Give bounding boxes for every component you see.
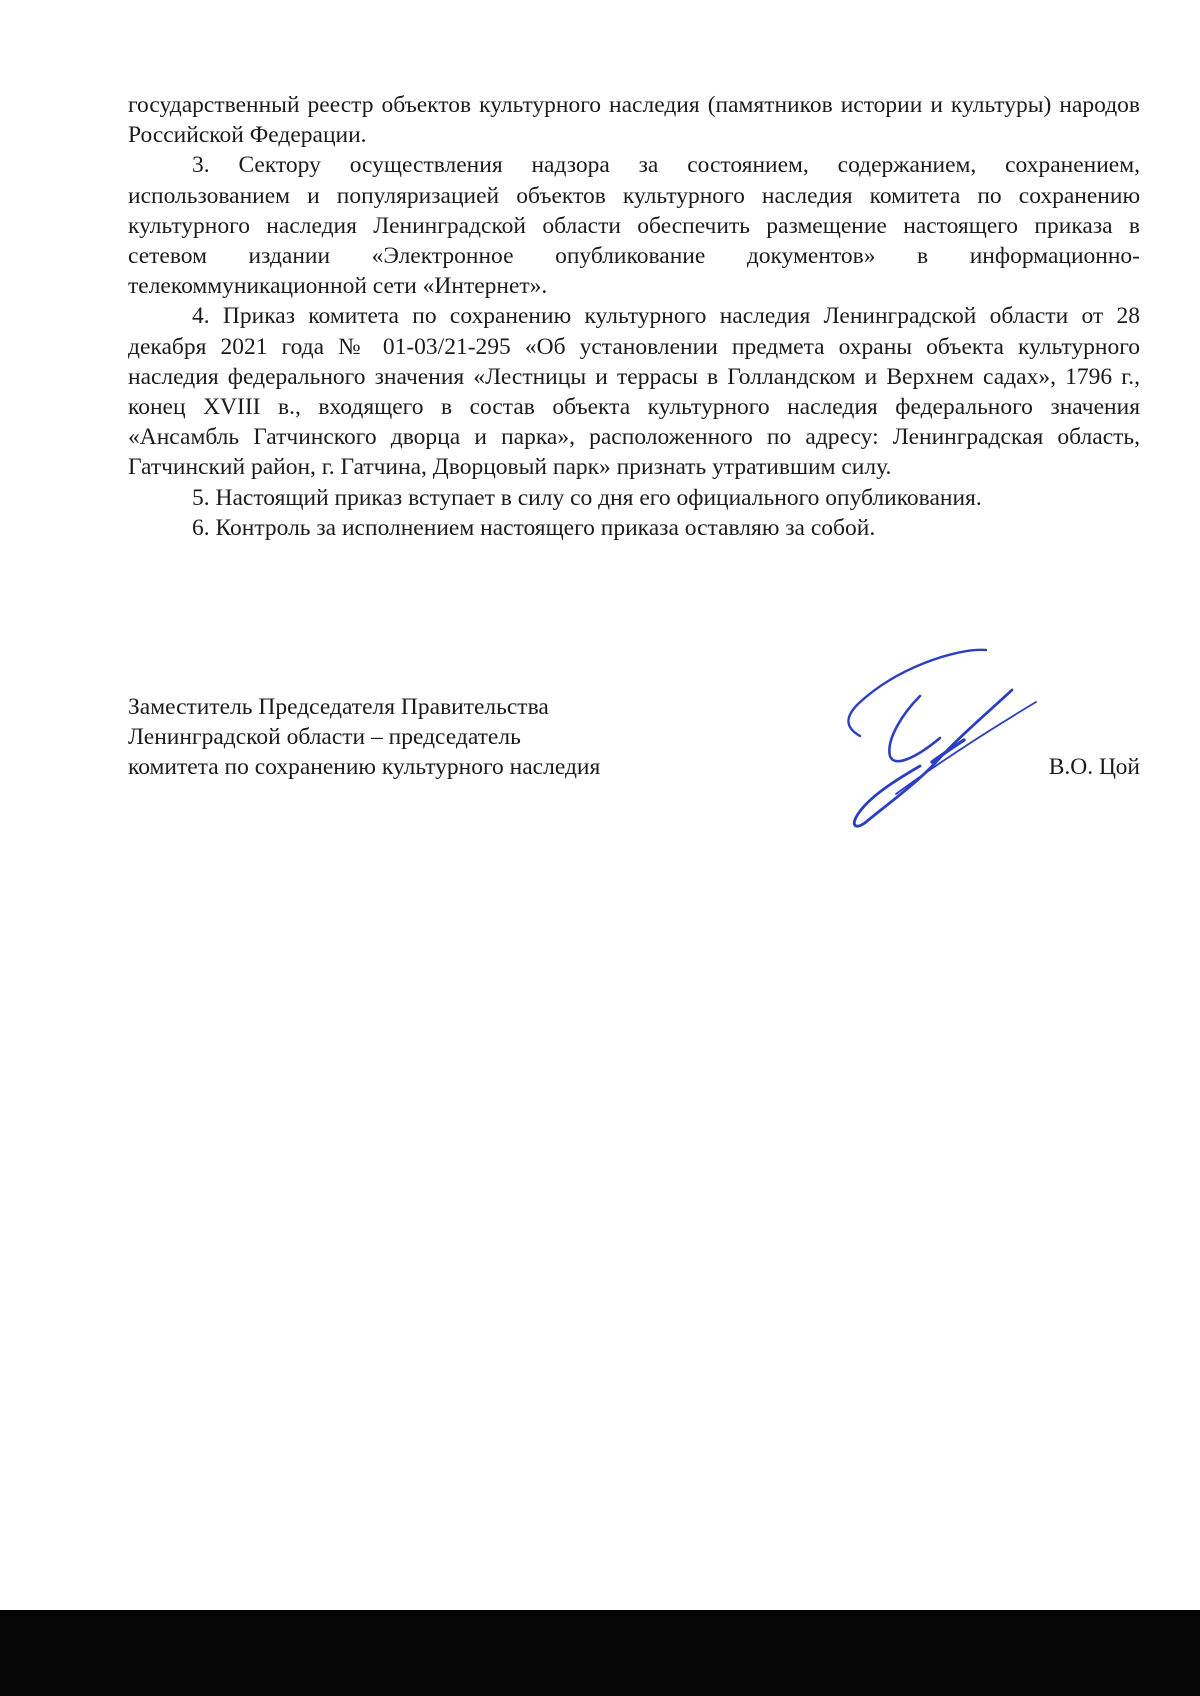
paragraph-item-3: 3. Сектору осуществления надзора за состоянием, содержанием, сохранением, использованием и популяризацией объектов культурного наследия комитета по сохранению культурного наследия Ленинградской области обеспечить размещение настоящего приказа в сетевом издании «Электронное опубликование документов» в информационно-телекоммуникационной сети «Интернет». — [128, 152, 1140, 300]
signer-position-line-2: Ленинградской области – председатель — [128, 724, 521, 751]
signer-position-line-1: Заместитель Председателя Правительства — [128, 694, 549, 720]
signer-name: В.О. Цой — [1048, 754, 1140, 780]
scan-bottom-border — [0, 1610, 1200, 1696]
handwritten-signature — [836, 644, 1046, 836]
paragraph-item-4: 4. Приказ комитета по сохранению культурного наследия Ленинградской области от 28 декабря 2021 года № 01-03/21-295 «Об установлении предмета охраны объекта культурного наследия федерального значения «Лестницы и террасы в Голландском и Верхнем садах», 1796 г., конец XVIII в., входящего в состав объекта культурного наследия федерального значения «Ансамбль Гатчинского дворца и парка», расположенного по адресу: Ленинградская область, Гатчинский район, г. Гатчина, Дворцовый парк» признать утратившим силу. — [128, 303, 1140, 481]
paragraph-registry-continuation: государственный реестр объектов культурного наследия (памятников истории и культуры) народов Российской Федерации. — [128, 92, 1140, 149]
paragraph-item-6: 6. Контроль за исполнением настоящего приказа оставляю за собой. — [192, 514, 876, 541]
signer-position-line-3: комитета по сохранению культурного наследия — [128, 754, 601, 781]
paragraph-item-5: 5. Настоящий приказ вступает в силу со дня его официального опубликования. — [192, 484, 982, 511]
document-body — [128, 90, 1140, 543]
